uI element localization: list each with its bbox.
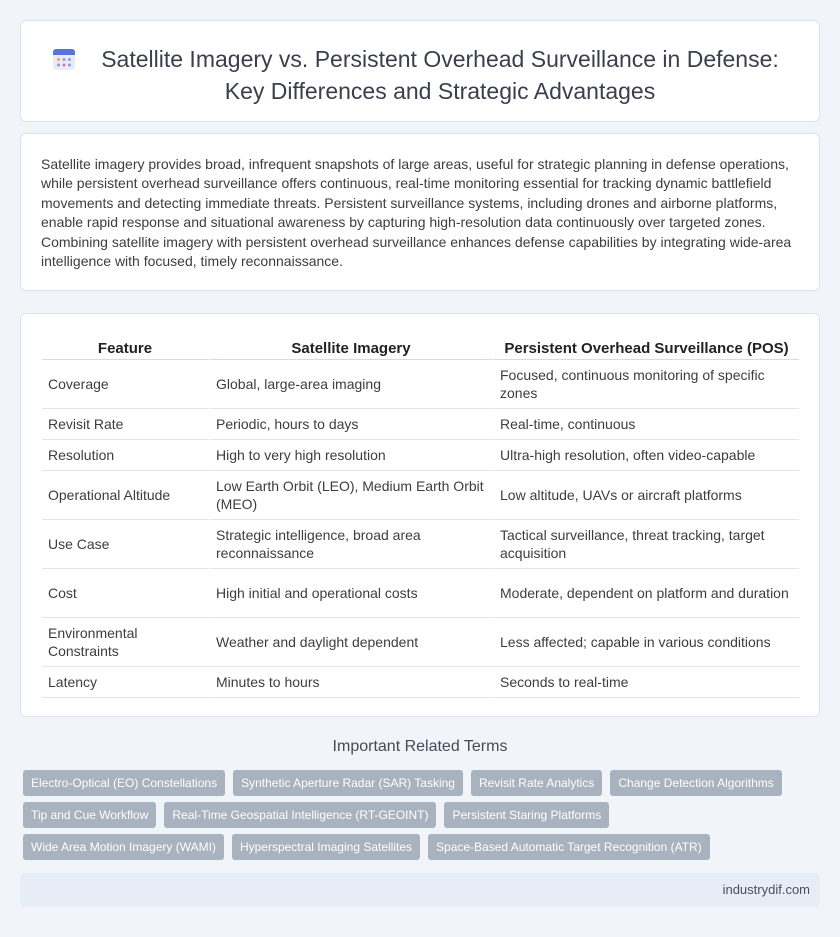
related-term-tag[interactable]: Electro-Optical (EO) Constellations — [23, 770, 225, 796]
table-cell: Focused, continuous monitoring of specific zones — [492, 360, 799, 409]
table-cell: Resolution — [42, 440, 208, 471]
table-cell: Less affected; capable in various conditions — [492, 618, 799, 667]
table-cell: Environmental Constraints — [42, 618, 208, 667]
table-cell: Coverage — [42, 360, 208, 409]
related-term-tag[interactable]: Space-Based Automatic Target Recognition (ATR) — [428, 834, 710, 860]
footer — [20, 873, 820, 907]
table-cell: Minutes to hours — [208, 667, 492, 698]
related-term-tag[interactable]: Real-Time Geospatial Intelligence (RT-GEOINT) — [164, 802, 436, 828]
table-cell: Latency — [42, 667, 208, 698]
comparison-table — [42, 333, 799, 698]
table-cell: Tactical surveillance, threat tracking, target acquisition — [492, 520, 799, 569]
table-cell: Real-time, continuous — [492, 409, 799, 440]
table-cell: Ultra-high resolution, often video-capable — [492, 440, 799, 471]
table-row — [42, 667, 799, 698]
table-row — [42, 618, 799, 667]
table-cell: Moderate, dependent on platform and duration — [492, 569, 799, 618]
header-pos: Persistent Overhead Surveillance (POS) — [492, 333, 799, 360]
table-header-row — [42, 333, 799, 360]
header-satellite-imagery: Satellite Imagery — [208, 333, 492, 360]
table-row — [42, 409, 799, 440]
related-term-tag[interactable]: Wide Area Motion Imagery (WAMI) — [23, 834, 224, 860]
table-cell: Global, large-area imaging — [208, 360, 492, 409]
table-cell: Weather and daylight dependent — [208, 618, 492, 667]
related-term-tag[interactable]: Synthetic Aperture Radar (SAR) Tasking — [233, 770, 463, 796]
related-term-tag[interactable]: Tip and Cue Workflow — [23, 802, 156, 828]
table-cell: Operational Altitude — [42, 471, 208, 520]
title-card — [20, 20, 820, 122]
table-cell: Revisit Rate — [42, 409, 208, 440]
footer-site-link[interactable]: industrydif.com — [722, 882, 810, 897]
related-terms-title: Important Related Terms — [332, 738, 508, 755]
table-cell: Use Case — [42, 520, 208, 569]
related-term-tag[interactable]: Persistent Staring Platforms — [444, 802, 609, 828]
table-row — [42, 569, 799, 618]
table-row — [42, 360, 799, 409]
table-cell: Periodic, hours to days — [208, 409, 492, 440]
page-title: Satellite Imagery vs. Persistent Overhead Surveillance in Defense: Key Differences and Strategic Advantages — [101, 46, 779, 104]
header-feature: Feature — [42, 333, 208, 360]
table-cell: High to very high resolution — [208, 440, 492, 471]
intro-card — [20, 133, 820, 291]
related-term-tag[interactable]: Hyperspectral Imaging Satellites — [232, 834, 420, 860]
table-cell: Strategic intelligence, broad area reconnaissance — [208, 520, 492, 569]
table-row — [42, 520, 799, 569]
table-cell: Low Earth Orbit (LEO), Medium Earth Orbit (MEO) — [208, 471, 492, 520]
related-terms-list — [23, 770, 818, 860]
table-cell: Seconds to real-time — [492, 667, 799, 698]
related-term-tag[interactable]: Change Detection Algorithms — [610, 770, 781, 796]
related-term-tag[interactable]: Revisit Rate Analytics — [471, 770, 602, 796]
table-row — [42, 471, 799, 520]
table-row — [42, 440, 799, 471]
table-cell: High initial and operational costs — [208, 569, 492, 618]
table-cell: Low altitude, UAVs or aircraft platforms — [492, 471, 799, 520]
comparison-card — [20, 313, 820, 717]
table-cell: Cost — [42, 569, 208, 618]
intro-paragraph: Satellite imagery provides broad, infrequent snapshots of large areas, useful for strategic planning in defense operations, while persistent overhead surveillance offers continuous, real-time monitoring essential for tracking dynamic battlefield movements and detecting immediate threats. Persistent surveillance systems, including drones and airborne platforms, enable rapid response and situational awareness by capturing high-resolution data continuously over targeted zones. Combining satellite imagery with persistent overhead surveillance enhances defense capabilities by integrating wide-area intelligence with focused, timely reconnaissance. — [41, 156, 792, 270]
